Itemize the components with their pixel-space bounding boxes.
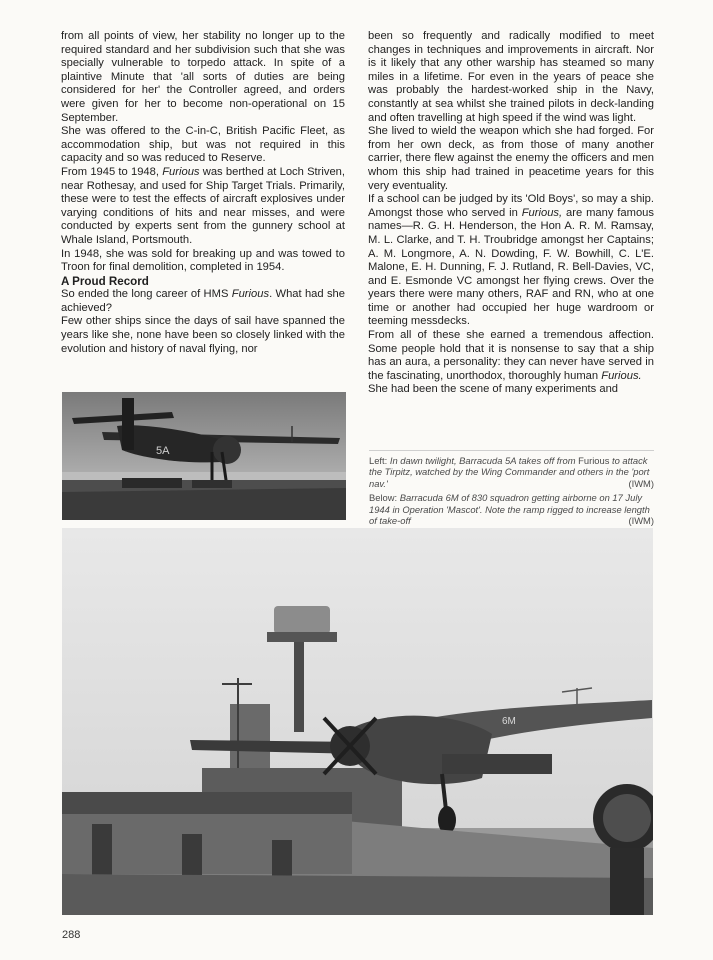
photo-illustration [62,392,346,520]
caption-left: Left: In dawn twilight, Barracuda 5A takes off from Furious to attack the Tirpitz, watched by the Wing Commander and others in the 'port nav.' (IWM) [369,455,654,489]
paragraph: She had been the scene of many experiments and [368,383,619,396]
barracuda-dawn-takeoff-photo [62,392,346,520]
paragraph: From 1945 to 1948, Furious was berthed at Loch Striven, near Rothesay, and used for Ship Target Trials. Primarily, these were to test the effects of aircraft explosives under varying conditions of hits and near misses, and were conducted by experts sent from the gunnery school at Whale Island, Portsmouth. [61,165,346,246]
paragraph: Few other ships since the days of sail have spanned the years like she, none have been so closely linked with the evolution and history of naval flying, nor [61,315,345,355]
paragraph: So ended the long career of HMS Furious. What had she achieved? [61,288,345,314]
section-heading: A Proud Record [61,274,149,288]
paragraph: In 1948, she was sold for breaking up and was towed to Troon for final demolition, completed in 1954. [61,247,345,274]
photo-credit: (IWM) [624,478,654,489]
photo-credit: (IWM) [624,515,654,526]
paragraph: been so frequently and radically modified to meet changes in techniques and improvements in aircraft. Nor is it likely that any other warship has steamed so many miles in a lifetime. For even in the years of peace she was probably the hardest-worked ship in the Navy, constantly at sea whilst she trained pilots in deck-landing and often travelling at high speed if the wind was light. [368,30,654,124]
paragraph: She lived to wield the weapon which she had forged. For from her own deck, as from those of many another carrier, there flew against the enemy the officers and men whom this ship had trained in peacetime years for this very eventuality. [368,125,654,192]
paragraph: from all points of view, her stability no longer up to the required standard and her subdivision such that she was specially vulnerable to torpedo attack. In spite of a plaintive Minute that 'all sorts of duties are being considered for her' the Controller agreed, and orders were given for her to become non-operational on 15 September. [61,30,345,124]
ship-name: Furious. [601,369,642,382]
aircraft-marking: 5A [156,445,170,457]
aircraft-marking: 6M [502,716,516,727]
photo-caption [369,450,654,529]
ship-name: Furious [162,165,200,178]
right-text-column [368,30,654,397]
caption-below: Below: Barracuda 6M of 830 squadron getting airborne on 17 July 1944 in Operation 'Mascot'. Note the ramp rigged to increase length of take-off (IWM) [369,492,654,527]
paragraph: From all of these she earned a tremendous affection. Some people hold that it is nonsense to say that a ship has an aura, a personality: they can never have served in the fascinating, unorthodox, thoroughly human Furious. [368,329,654,382]
ship-name: Furious, [521,206,563,219]
barracuda-ramp-takeoff-photo [62,528,653,915]
ship-name: Furious [231,288,270,301]
caption-divider [369,450,654,451]
paragraph: If a school can be judged by its 'Old Boys', so may a ship. Amongst those who served in Furious, are many famous names—R. G. H. Henderson, the Hon A. R. M. Ramsay, M. L. Clarke, and T. H. Troubridge amongst her Captains; A. M. Longmore, A. N. Dowding, F. W. Bowhill, C. L'E. Malone, E. H. Dunning, F. J. Rutland, R. Bell-Davies, VC, and E. Esmonde VC amongst her flying crews. Over the years there were many others, RAF and RN, who at one time or another had occupied her huge wardroom or teeming messdecks. [368,193,654,328]
left-text-column [61,30,345,356]
paragraph: She was offered to the C-in-C, British Pacific Fleet, as accommodation ship, but was not required in this capacity and so was reduced to Reserve. [61,125,345,165]
page-number: 288 [62,929,81,941]
photo-illustration [62,528,653,915]
